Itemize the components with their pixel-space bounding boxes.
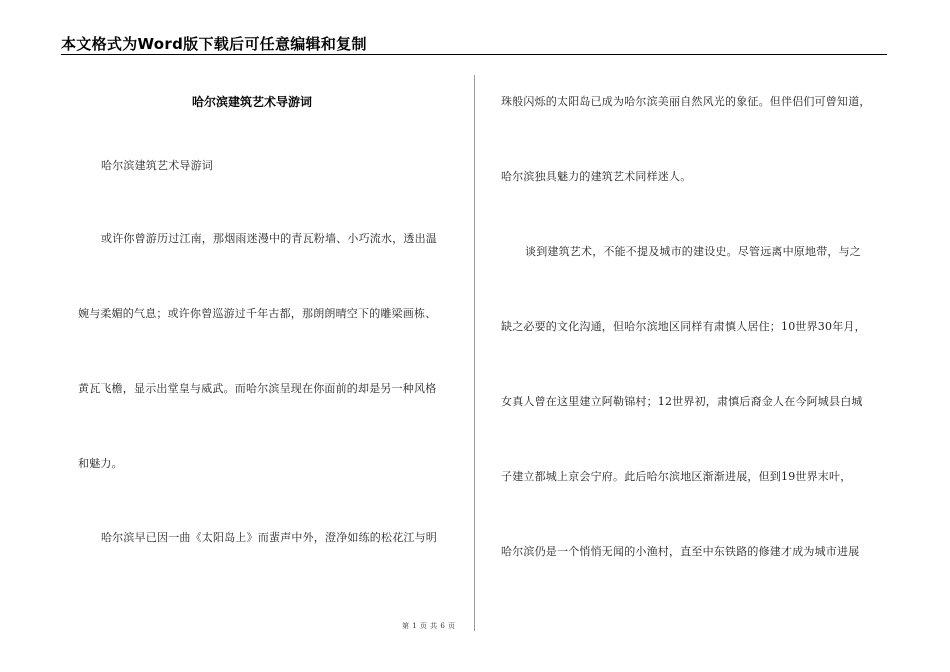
right-line: 谈到建筑艺术，不能不提及城市的建设史。尽管远离中原地带，与之 <box>525 245 861 258</box>
left-line: 或许你曾游历过江南，那烟雨迷漫中的青瓦粉墙、小巧流水，透出温 <box>101 232 437 245</box>
left-line: 哈尔滨建筑艺术导游词 <box>101 159 213 172</box>
download-banner: 本文格式为Word版下载后可任意编辑和复制 <box>61 35 367 53</box>
header-rule <box>61 54 887 55</box>
right-line: 哈尔滨仍是一个悄悄无闻的小渔村，直至中东铁路的修建才成为城市进展 <box>501 545 860 558</box>
right-line: 女真人曾在这里建立阿勒锦村；12世界初，肃慎后裔金人在今阿城县白城 <box>501 395 863 408</box>
page-number: 第 1 页 共 6 页 <box>402 622 456 630</box>
right-line: 缺之必要的文化沟通，但哈尔滨地区同样有肃慎人居住；10世界30年月， <box>501 320 866 333</box>
right-line: 子建立都城上京会宁府。此后哈尔滨地区渐渐进展，但到19世界末叶， <box>501 470 852 483</box>
left-line: 婉与柔媚的气息；或许你曾巡游过千年古都，那朗朗晴空下的雕梁画栋、 <box>78 307 437 320</box>
left-line: 黄瓦飞檐，显示出堂皇与威武。而哈尔滨呈现在你面前的却是另一种风格 <box>78 382 437 395</box>
document-title: 哈尔滨建筑艺术导游词 <box>192 95 313 109</box>
left-line: 哈尔滨早已因一曲《太阳岛上》而蜚声中外，澄净如练的松花江与明 <box>101 531 437 544</box>
right-line: 珠般闪烁的太阳岛已成为哈尔滨美丽自然风光的象征。但伴侣们可曾知道， <box>501 95 871 108</box>
column-divider <box>474 75 475 631</box>
right-line: 哈尔滨独具魅力的建筑艺术同样迷人。 <box>501 170 692 183</box>
left-line: 和魅力。 <box>78 457 123 470</box>
